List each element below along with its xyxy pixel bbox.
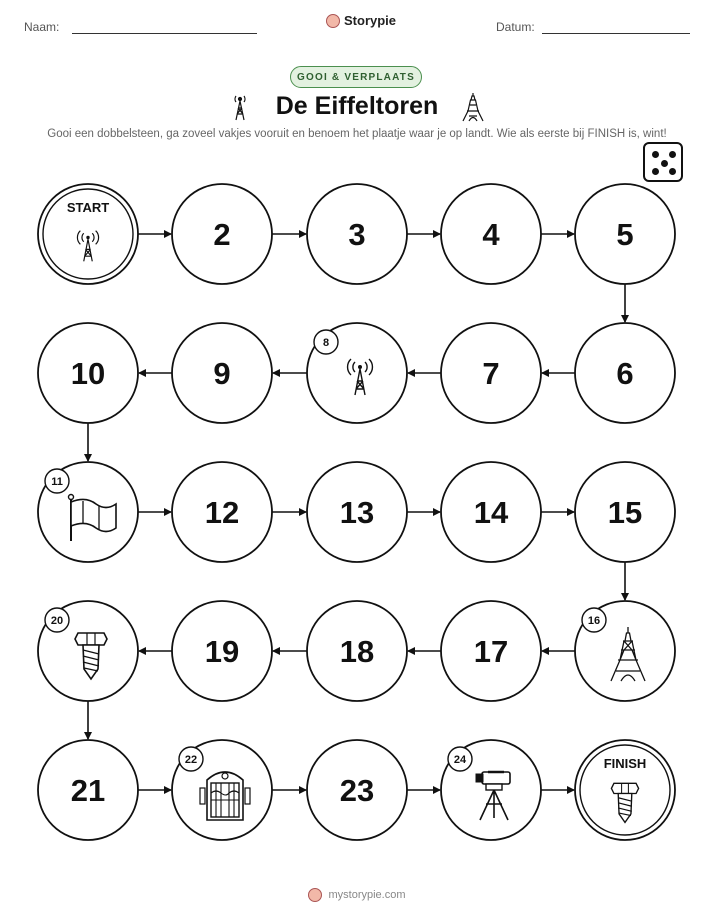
space-number: 3: [348, 217, 366, 252]
space-number: 11: [51, 476, 63, 488]
space-number: 17: [473, 634, 509, 669]
space-number: 8: [322, 337, 330, 349]
board-space-14: [441, 462, 541, 562]
game-type-badge: GOOI & VERPLAATS: [290, 66, 422, 88]
board-space-23: [307, 740, 407, 840]
footer: [0, 888, 714, 902]
board-space-15: [575, 462, 675, 562]
board-space-17: [441, 601, 541, 701]
space-number: 9: [213, 356, 231, 391]
space-number: 2: [213, 217, 231, 252]
brand-name: Storypie: [344, 13, 397, 28]
board-space-24: [441, 740, 541, 840]
space-number: 21: [70, 773, 106, 808]
start-label: START: [66, 200, 110, 215]
finish-space: [575, 740, 675, 840]
space-number: 18: [339, 634, 375, 669]
name-label: Naam:: [24, 20, 60, 34]
board-space-9: [172, 323, 272, 423]
space-number: 14: [473, 495, 509, 530]
instructions: Gooi een dobbelsteen, ga zoveel vakjes vooruit en benoem het plaatje waar je op landt. Wie als eerste bij FINISH is, wint!: [47, 128, 667, 140]
board-space-20: [38, 601, 138, 701]
page-title: De Eiffeltoren: [275, 92, 439, 120]
board-space-12: [172, 462, 272, 562]
board-space-10: [38, 323, 138, 423]
space-number: 6: [616, 356, 634, 391]
space-number: 10: [70, 356, 106, 391]
space-number: 12: [204, 495, 240, 530]
board-space-4: [441, 184, 541, 284]
space-number: 7: [482, 356, 500, 391]
board-space-19: [172, 601, 272, 701]
finish-label: FINISH: [603, 756, 647, 771]
board-space-2: [172, 184, 272, 284]
elevator-icon: [200, 772, 250, 820]
space-number: 22: [184, 754, 198, 766]
storypie-logo-icon: [308, 888, 322, 902]
board-space-5: [575, 184, 675, 284]
space-number: 16: [587, 615, 601, 627]
space-number: 23: [339, 773, 375, 808]
board-space-18: [307, 601, 407, 701]
start-space: [38, 184, 138, 284]
board-space-8: [307, 323, 407, 423]
board-space-21: [38, 740, 138, 840]
space-number: 15: [607, 495, 643, 530]
space-number: 20: [50, 615, 64, 627]
space-circle: [38, 184, 138, 284]
space-number: 13: [339, 495, 375, 530]
space-number: 24: [453, 754, 467, 766]
space-number: 19: [204, 634, 240, 669]
space-number: 4: [482, 217, 500, 252]
board-space-13: [307, 462, 407, 562]
board-space-16: [575, 601, 675, 701]
date-label: Datum:: [496, 20, 535, 34]
board-space-7: [441, 323, 541, 423]
board-space-3: [307, 184, 407, 284]
space-number: 5: [616, 217, 634, 252]
footer-url: mystorypie.com: [328, 889, 406, 901]
board-space-6: [575, 323, 675, 423]
board-space-22: [172, 740, 272, 840]
board-space-11: [38, 462, 138, 562]
